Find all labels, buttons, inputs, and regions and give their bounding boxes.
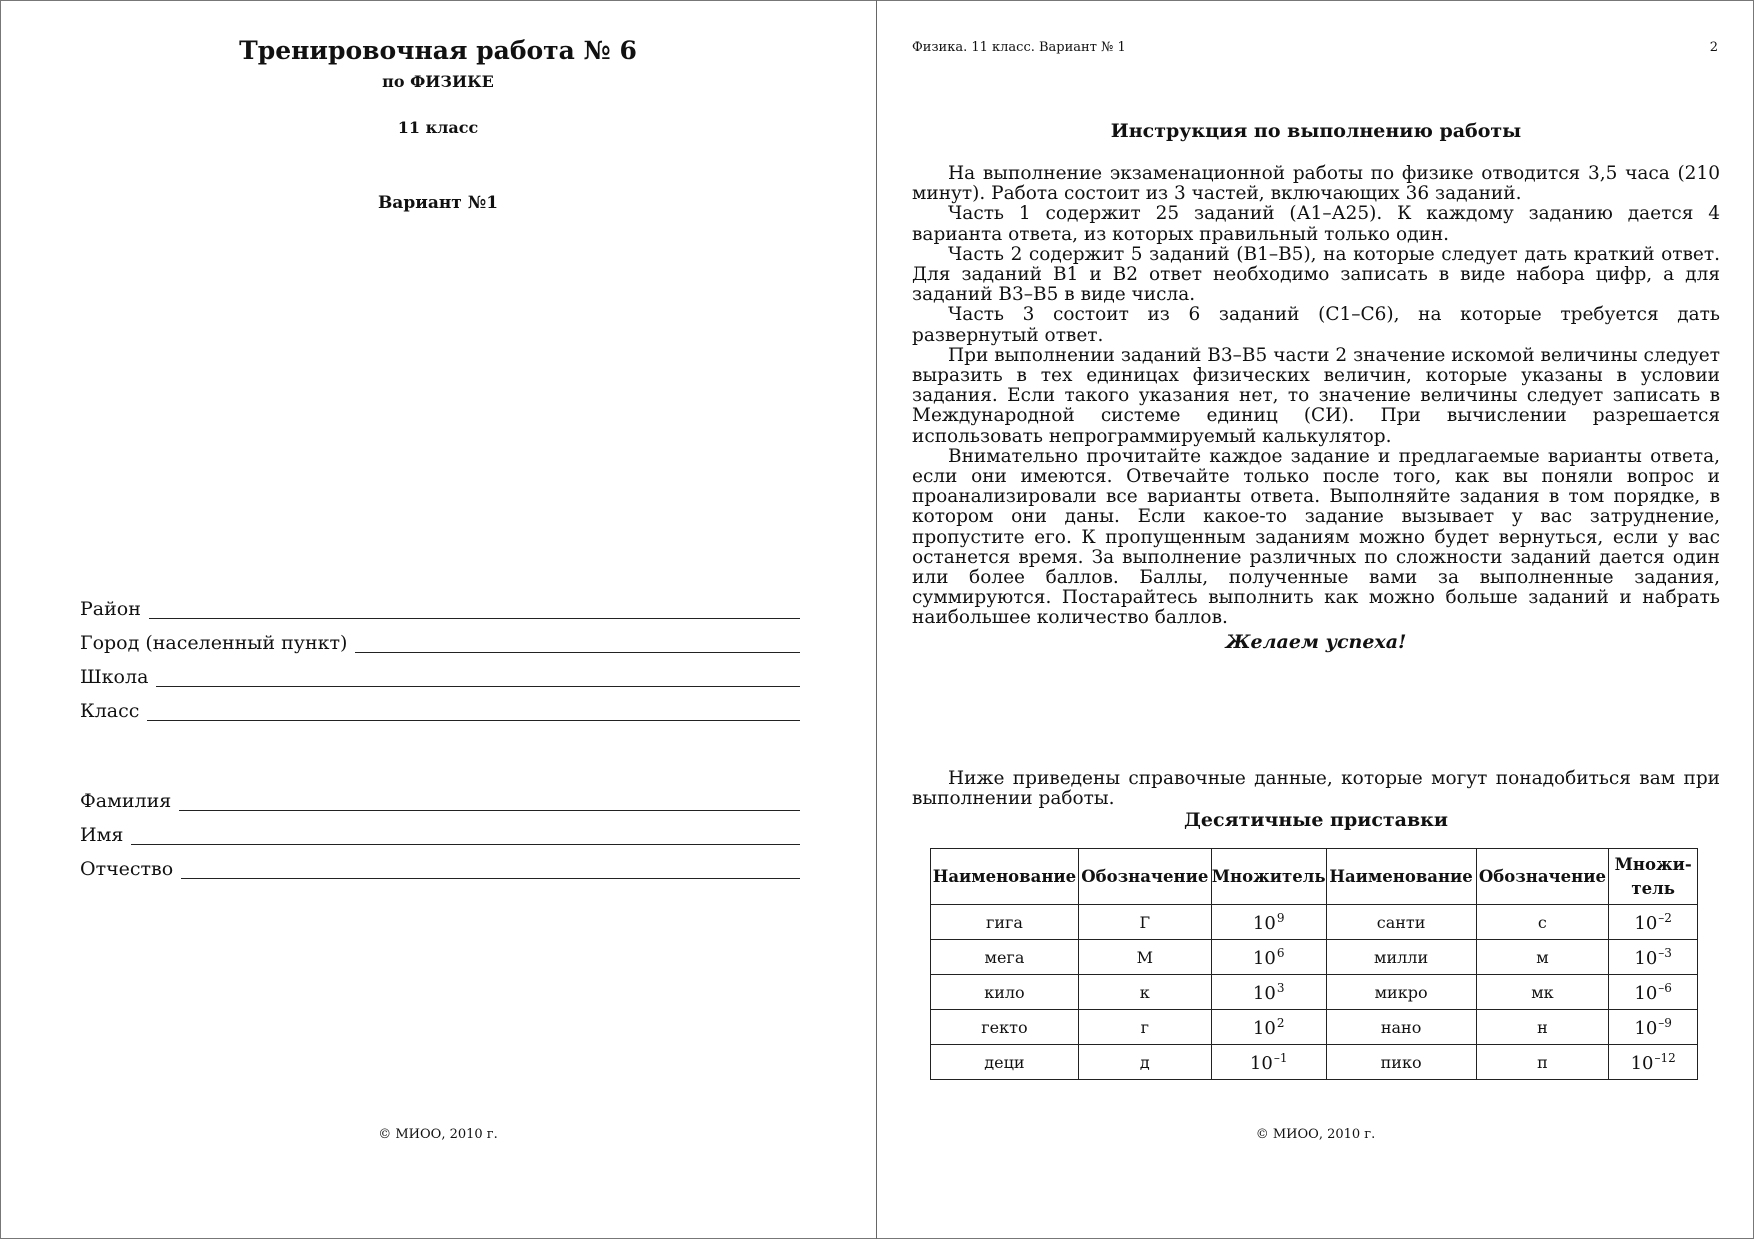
prefix-multiplier: $10^{-12}$ (1609, 1045, 1698, 1080)
table-row (931, 1045, 1698, 1080)
prefix-multiplier: $10^{-2}$ (1609, 905, 1698, 940)
good-luck-text: Желаем успеха! (1225, 631, 1407, 653)
prefix-symbol: М (1078, 940, 1211, 975)
field-label: Класс (80, 700, 140, 722)
prefix-symbol: г (1078, 1010, 1211, 1045)
page-footer: © МИОО, 2010 г. (1255, 1127, 1376, 1142)
instruction-title: Инструкция по выполнению работы (1110, 120, 1522, 142)
prefix-multiplier: $10^{-3}$ (1609, 940, 1698, 975)
field-line[interactable] (149, 618, 800, 619)
cover-page (0, 0, 876, 1239)
running-head: Физика. 11 класс. Вариант № 1 (912, 40, 1126, 55)
prefix-multiplier: $10^2$ (1211, 1010, 1326, 1045)
surname-field[interactable] (80, 786, 800, 812)
table-header-row (931, 849, 1698, 905)
prefix-name: деци (931, 1045, 1079, 1080)
cover-variant: Вариант №1 (377, 193, 499, 213)
field-line[interactable] (179, 810, 800, 811)
prefix-symbol: д (1078, 1045, 1211, 1080)
field-line[interactable] (131, 844, 800, 845)
first-name-field[interactable] (80, 820, 800, 846)
cover-footer: © МИОО, 2010 г. (378, 1127, 498, 1142)
class-field[interactable] (80, 696, 800, 722)
table-title: Десятичные приставки (1184, 809, 1448, 831)
table-row (931, 975, 1698, 1010)
decimal-prefixes-table (930, 848, 1698, 1080)
field-line[interactable] (355, 652, 800, 653)
table-row (931, 940, 1698, 975)
prefix-symbol: к (1078, 975, 1211, 1010)
prefix-multiplier: $10^3$ (1211, 975, 1326, 1010)
instruction-paragraph: Часть 1 содержит 25 заданий (А1–А25). К каждому заданию дается 4 варианта ответа, из которых правильный только один. (912, 203, 1720, 245)
instruction-body (912, 164, 1720, 629)
column-header: Множитель (1211, 849, 1326, 905)
city-field[interactable] (80, 628, 800, 654)
field-label: Фамилия (80, 790, 172, 812)
prefix-name: милли (1326, 940, 1476, 975)
field-line[interactable] (147, 720, 800, 721)
cover-subject: по ФИЗИКЕ (382, 72, 494, 91)
column-header: Обозначение (1476, 849, 1609, 905)
field-line[interactable] (181, 878, 800, 879)
instructions-page (877, 0, 1754, 1239)
prefix-multiplier: $10^{-9}$ (1609, 1010, 1698, 1045)
prefix-symbol: с (1476, 905, 1609, 940)
instruction-paragraph: Часть 3 состоит из 6 заданий (С1–С6), на которые требуется дать развернутый ответ. (912, 304, 1720, 346)
prefix-multiplier: $10^6$ (1211, 940, 1326, 975)
prefix-multiplier: $10^9$ (1211, 905, 1326, 940)
table-row (931, 1010, 1698, 1045)
cover-grade: 11 класс (397, 118, 479, 137)
prefix-name: нано (1326, 1010, 1476, 1045)
prefix-multiplier: $10^{-6}$ (1609, 975, 1698, 1010)
column-header: Наименование (931, 849, 1079, 905)
column-header: Обозначение (1078, 849, 1211, 905)
prefix-name: кило (931, 975, 1079, 1010)
prefix-symbol: м (1476, 940, 1609, 975)
prefix-multiplier: $10^{-1}$ (1211, 1045, 1326, 1080)
prefix-name: гекто (931, 1010, 1079, 1045)
instruction-paragraph: Внимательно прочитайте каждое задание и предлагаемые варианты ответа, если они имеются. Отвечайте только после того, как вы поняли вопрос и проанализировали все варианты ответа. Выполняйте задания в том порядке, в котором они даны. Если какое-то задание вызывает у вас затруднение, пропустите его. К пропущенным заданиям можно будет вернуться, если у вас останется время. За выполнение различных по сложности заданий дается один или более баллов. Баллы, полученные вами за выполненные задания, суммируются. Постарайтесь выполнить как можно больше заданий и набрать наибольшее количество баллов. (912, 445, 1720, 629)
column-header: Наименование (1326, 849, 1476, 905)
patronymic-field[interactable] (80, 854, 800, 880)
instruction-paragraph: На выполнение экзаменационной работы по физике отводится 3,5 часа (210 минут). Работа состоит из 3 частей, включающих 36 заданий. (912, 163, 1720, 205)
prefix-name: пико (1326, 1045, 1476, 1080)
prefix-symbol: мк (1476, 975, 1609, 1010)
column-header: Множи-тель (1609, 849, 1698, 905)
field-label: Город (населенный пункт) (80, 632, 348, 654)
field-label: Район (80, 598, 141, 620)
prefix-symbol: Г (1078, 905, 1211, 940)
reference-intro: Ниже приведены справочные данные, которые могут понадобиться вам при выполнении работы. (912, 768, 1720, 810)
district-field[interactable] (80, 594, 800, 620)
field-label: Имя (80, 824, 124, 846)
field-line[interactable] (156, 686, 800, 687)
prefix-name: микро (1326, 975, 1476, 1010)
instruction-paragraph: При выполнении заданий В3–В5 части 2 значение искомой величины следует выразить в тех единицах физических величин, которые указаны в условии задания. Если такого указания нет, то значение величины следует записать в Международной системе единиц (СИ). При вычислении разрешается использовать непрограммируемый калькулятор. (912, 344, 1720, 447)
field-label: Школа (80, 666, 149, 688)
table-row (931, 905, 1698, 940)
prefix-name: санти (1326, 905, 1476, 940)
field-label: Отчество (80, 858, 174, 880)
cover-title: Тренировочная работа № 6 (239, 36, 637, 65)
prefix-symbol: п (1476, 1045, 1609, 1080)
instruction-paragraph: Часть 2 содержит 5 заданий (В1–В5), на которые следует дать краткий ответ. Для заданий В1 и В2 ответ необходимо записать в виде набора цифр, а для заданий В3–В5 в виде числа. (912, 243, 1720, 306)
school-field[interactable] (80, 662, 800, 688)
prefix-name: гига (931, 905, 1079, 940)
prefix-symbol: н (1476, 1010, 1609, 1045)
prefix-name: мега (931, 940, 1079, 975)
page-number: 2 (1709, 40, 1718, 55)
